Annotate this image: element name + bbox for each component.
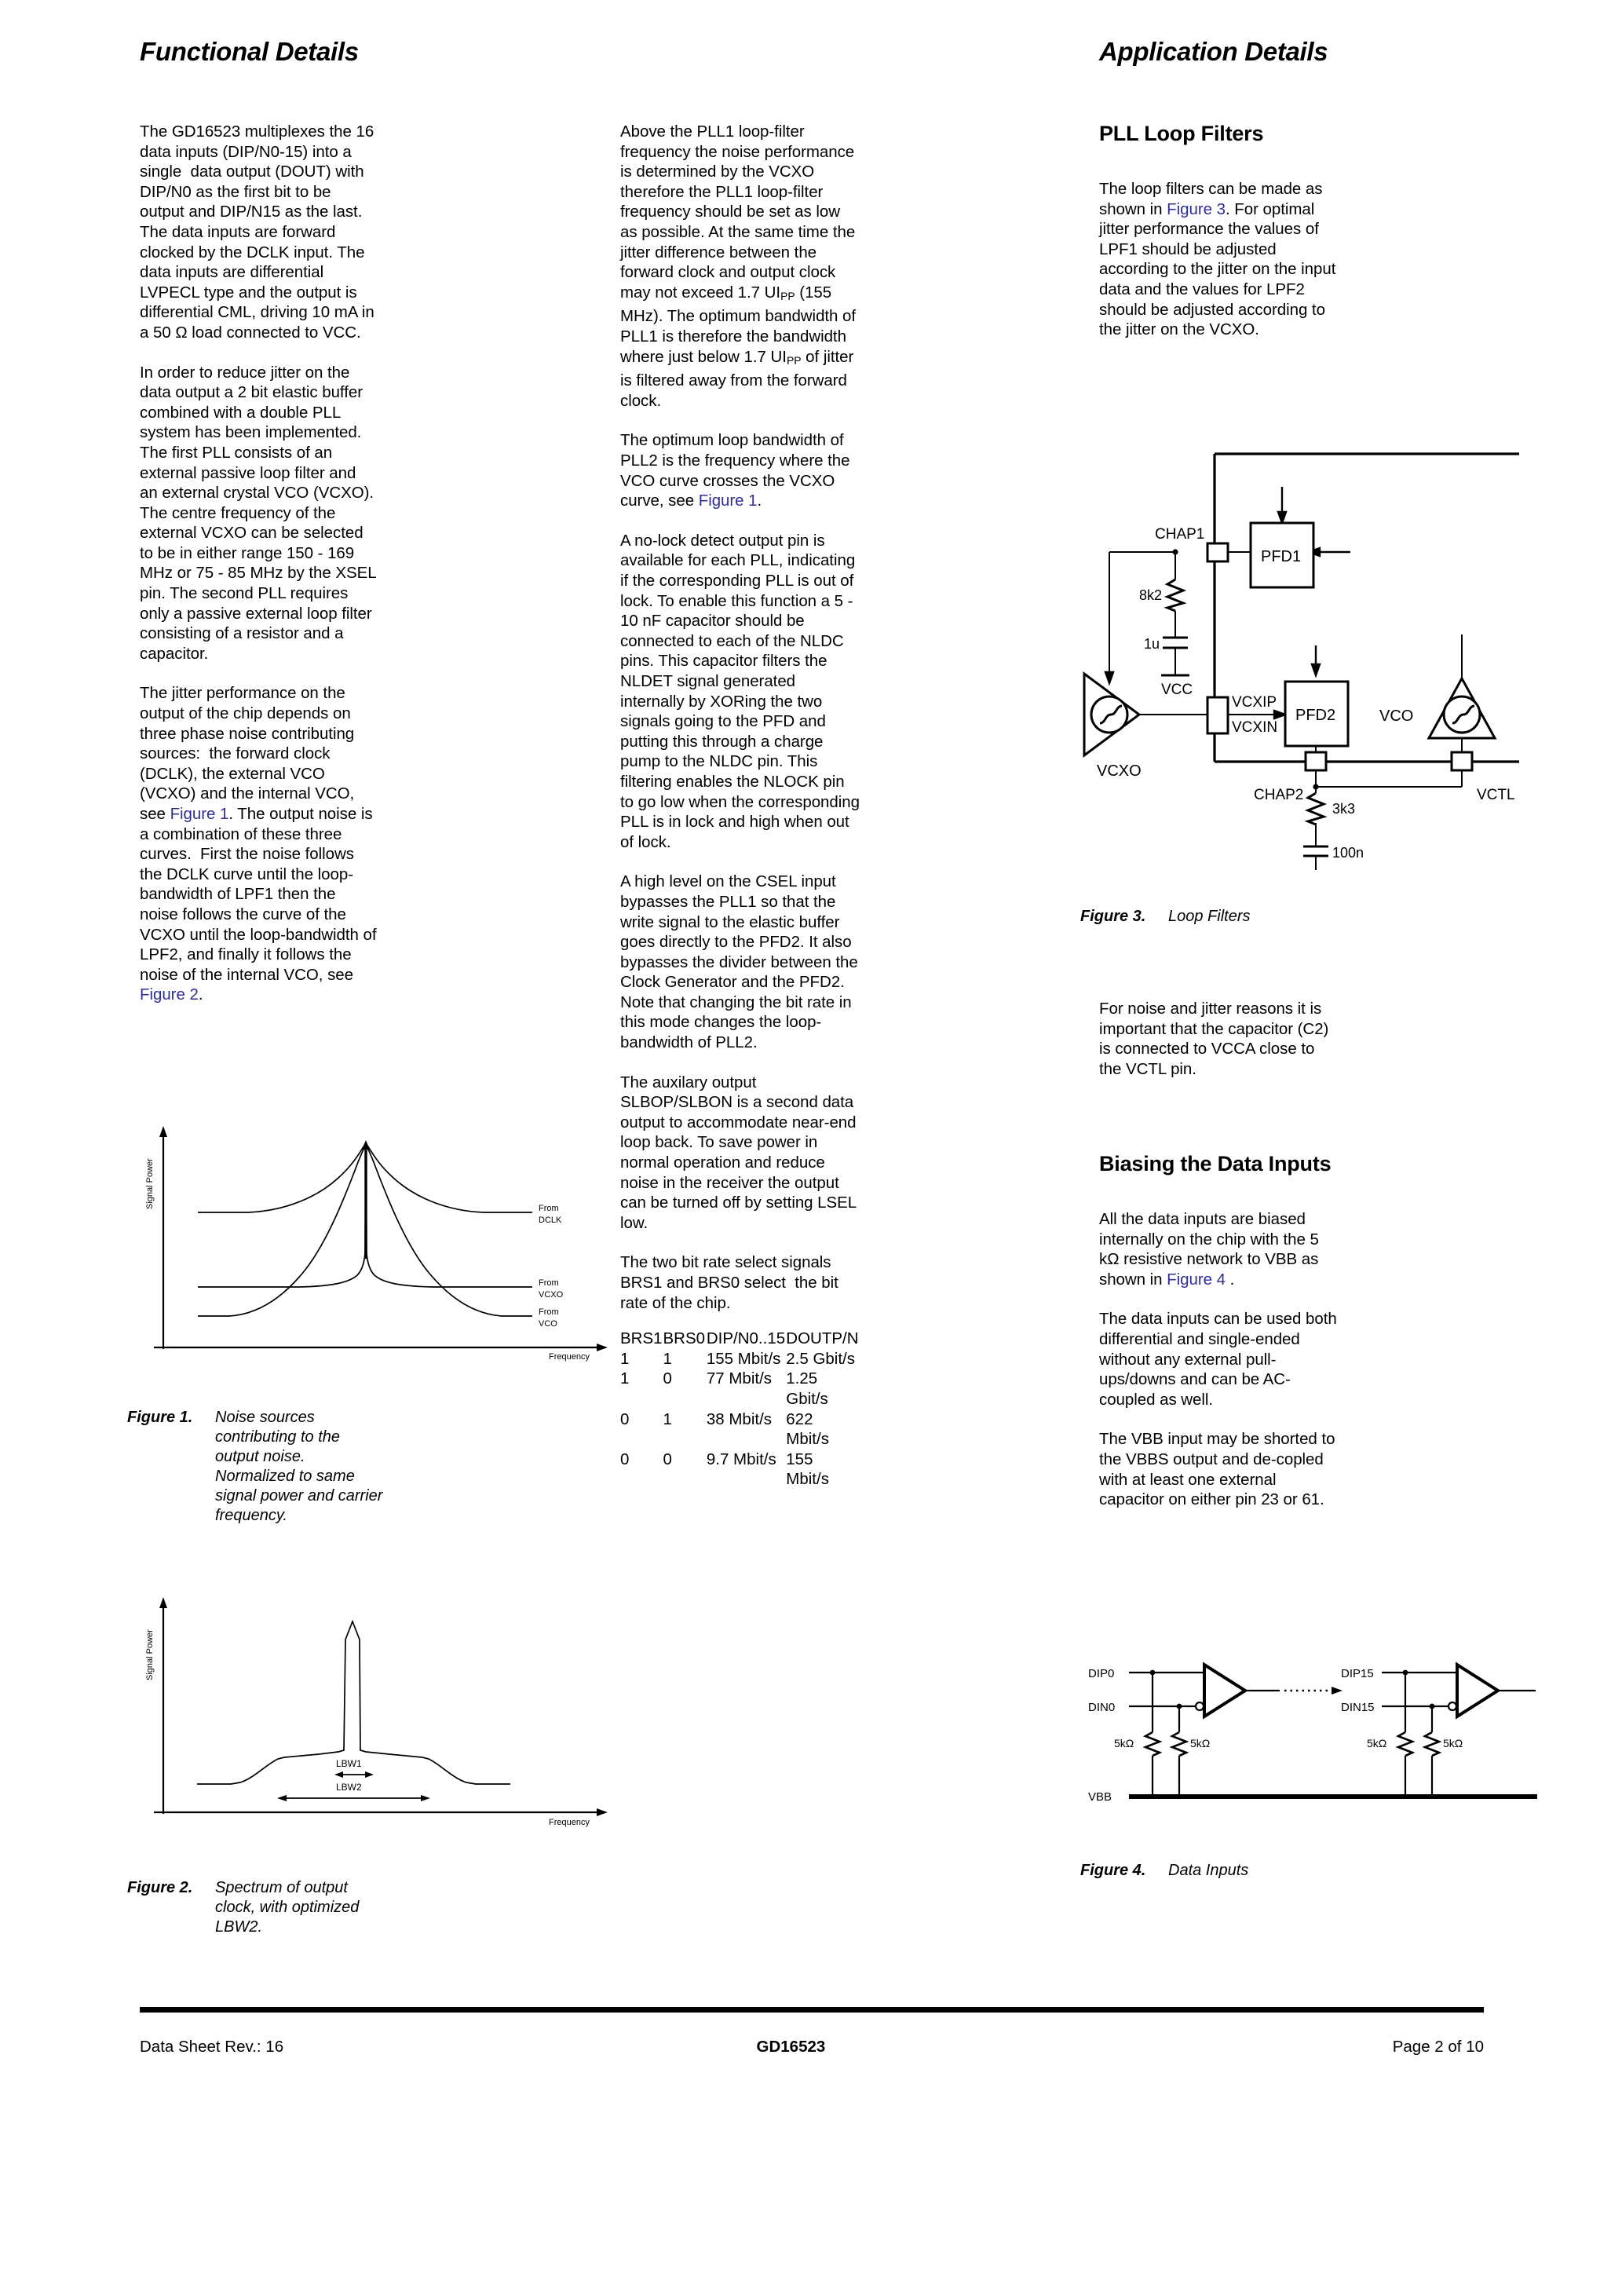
cell-dipn: 77 Mbit/s (706, 1369, 773, 1388)
figure-3-pin-vctl (1452, 752, 1472, 770)
figure-4-caption (1080, 1861, 1339, 1881)
figure-4-label-din15: DIN15 (1341, 1701, 1375, 1714)
figure-3-label-vcc: VCC (1161, 682, 1193, 698)
figure-2-xlabel: Frequency (549, 1818, 590, 1827)
cell-brs1: 1 (620, 1369, 630, 1388)
figure-3-label-pfd2: PFD2 (1295, 707, 1336, 724)
paragraph-jitter-reduction: In order to reduce jitter on the data output a 2 bit elastic buffer combined with a double PLL system has been implemented. The first PLL consists of an external passive loop filter and an external crystal VCO (VCXO). The centre frequency of the external VCXO can be selected to be in either range 150 - 169 MHz or 75 - 85 MHz by the XSEL pin. The second PLL requires only a passive external loop filter consisting of a resistor and a capacitor. (140, 363, 376, 663)
link-figure-1[interactable]: Figure 1 (170, 805, 229, 823)
figure-2-svg (130, 1592, 625, 1828)
figure-1-caption-text: Noise sources contributing to the output noise. Normalized to same signal power and carrier frequency. (215, 1409, 383, 1524)
cell-doutpn: 1.25 Gbit/s (786, 1369, 828, 1408)
footer-revision: Data Sheet Rev.: 16 (140, 2038, 284, 2056)
section-title-pll-loop-filters: PLL Loop Filters (1099, 122, 1264, 145)
figure-1-xlabel: Frequency (549, 1352, 590, 1362)
figure-1-svg (130, 1121, 625, 1373)
footer-page-number: Page 2 of 10 (1392, 2038, 1484, 2056)
paragraph-auxilary-output: The auxilary output SLBOP/SLBON is a second data output to accommodate near-end loop back. To save power in normal operation and reduce noise in the receiver the output can be turned off by setting LSEL low. (620, 1073, 857, 1232)
footer-divider (140, 2007, 1484, 2013)
figure-1-label-dclk-line1: From (539, 1204, 559, 1213)
figure-3-caption (1080, 907, 1339, 927)
figure-3-label-vcxo: VCXO (1097, 762, 1142, 780)
section-title-biasing-data-inputs: Biasing the Data Inputs (1099, 1152, 1332, 1175)
figure-4-inverting-bubble-right (1448, 1702, 1456, 1710)
figure-3-capacitor-1u (1163, 638, 1188, 648)
figure-4-label-dip15: DIP15 (1341, 1667, 1374, 1680)
figure-4-label-r3: 5kΩ (1367, 1737, 1387, 1749)
figure-1-label-vco-line2: VCO (539, 1319, 557, 1329)
figure-3-label-1u: 1u (1144, 636, 1160, 652)
paragraph-intro: The GD16523 multiplexes the 16 data inputs (DIP/N0-15) into a single data output (DOUT) with DIP/N0 as the first bit to be output and DIP/N15 as the last. The data inputs are forward clocked by the DCLK input. The data inputs are differential LVPECL type and the output is differential CML, driving 10 mA in a 50 Ω load connected to VCC. (140, 122, 374, 342)
figure-4-label-r4: 5kΩ (1443, 1737, 1463, 1749)
figure-3-caption-text: Loop Filters (1168, 908, 1251, 925)
column-header-brs0: BRS0 (663, 1329, 706, 1348)
table-row (620, 1450, 860, 1490)
cell-brs1: 0 (620, 1450, 630, 1468)
figure-4-graphic (1083, 1663, 1586, 1804)
cell-brs1: 1 (620, 1349, 630, 1368)
figure-4-svg (1083, 1663, 1586, 1804)
figure-3-resistor-3k3 (1308, 793, 1324, 824)
cell-brs1: 0 (620, 1409, 630, 1428)
figure-3-label-100n: 100n (1332, 845, 1364, 861)
figure-1-caption (127, 1408, 386, 1526)
figure-4-resistor-left-1 (1145, 1732, 1160, 1756)
table-row (620, 1349, 860, 1369)
figure-4-resistor-right-2 (1425, 1732, 1439, 1756)
figure-2-number: Figure 2. (127, 1879, 193, 1896)
paragraph-pll2-bandwidth: The optimum loop bandwidth of PLL2 is the frequency where the VCO curve crosses the VCXO curve, see Figure 1. (620, 431, 850, 510)
figure-4-caption-text: Data Inputs (1168, 1862, 1249, 1879)
link-figure-4[interactable]: Figure 4 (1167, 1270, 1226, 1289)
figure-4-label-din0: DIN0 (1088, 1701, 1116, 1714)
figure-3-number: Figure 3. (1080, 908, 1146, 925)
figure-3-label-vcxip: VCXIP (1232, 694, 1277, 711)
figure-4-resistor-right-1 (1398, 1732, 1412, 1756)
paragraph-differential-single-ended: The data inputs can be used both differential and single-ended without any external pull-ups/downs and can be AC-coupled as well. (1099, 1310, 1337, 1409)
page-footer (140, 2038, 1484, 2057)
figure-1-number: Figure 1. (127, 1409, 193, 1426)
figure-1-label-vcxo-line1: From (539, 1278, 559, 1288)
figure-2-graphic (130, 1592, 625, 1828)
figure-3-label-8k2: 8k2 (1139, 587, 1163, 603)
figure-4-label-r1: 5kΩ (1114, 1737, 1134, 1749)
cell-brs0: 1 (663, 1409, 672, 1428)
figure-3-label-vco: VCO (1379, 707, 1414, 725)
paragraph-nolock-detect: A no-lock detect output pin is available for each PLL, indicating if the corresponding PLL is out of lock. To enable this function a 5 - 10 nF capacitor should be connected to each of the NLDC pins. This capacitor filters the NLDET signal generated internally by XORing the two signals going to the PFD and putting this through a charge pump to the NLDC pin. This filtering enables the NLOCK pin to go low when the corresponding PLL is in lock and high when out of lock. (620, 531, 860, 851)
paragraph-pll1-loopfilter: Above the PLL1 loop-filter frequency the noise performance is determined by the VCXO therefore the PLL1 loop-filter frequency should be set as low as possible. At the same time the jitter difference between the forward clock and output clock may not exceed 1.7 $UI_{PP}$ (155 MHz). The optimum bandwidth of PLL1 is therefore the bandwidth where just below 1.7 $UI_{PP}$ of jitter is filtered away from the forward clock. (620, 122, 857, 410)
paragraph-csel-bypass: A high level on the CSEL input bypasses the PLL1 so that the write signal to the elastic buffer goes directly to the PFD2. It also bypasses the divider between the Clock Generator and the PFD2. Note that changing the bit rate in this mode changes the loop-bandwidth of PLL2. (620, 872, 858, 1052)
cell-doutpn: 155 Mbit/s (786, 1450, 829, 1489)
figure-3-resistor-8k2 (1167, 579, 1183, 611)
figure-3-label-chap1: CHAP1 (1155, 526, 1205, 543)
figure-1-label-dclk-line2: DCLK (539, 1216, 562, 1225)
link-figure-3[interactable]: Figure 3 (1167, 199, 1226, 218)
figure-1-ylabel: Signal Power (145, 1158, 155, 1209)
figure-2-caption-text: Spectrum of output clock, with optimized LBW2. (215, 1879, 360, 1936)
figure-1-label-vcxo-line2: VCXO (539, 1290, 564, 1300)
figure-4-label-vbb: VBB (1088, 1790, 1112, 1804)
figure-3-label-vctl: VCTL (1477, 787, 1515, 803)
figure-3-vcxo-symbol (1084, 674, 1139, 755)
paragraph-loop-filters: The loop filters can be made as shown in Figure 3. For optimal jitter performance the values of LPF1 should be adjusted according to the jitter on the input data and the values for LPF2 should be adjusted according to the jitter on the VCXO. (1099, 180, 1336, 339)
figure-3-capacitor-100n (1303, 846, 1328, 856)
figure-4-number: Figure 4. (1080, 1862, 1146, 1879)
figure-2-annotation-lbw1: LBW1 (336, 1758, 362, 1769)
cell-brs0: 1 (663, 1349, 672, 1368)
figure-3-label-pfd1: PFD1 (1261, 548, 1302, 565)
figure-4-resistor-left-2 (1172, 1732, 1186, 1756)
figure-3-vco-symbol (1429, 678, 1495, 738)
figure-3-svg (1080, 424, 1574, 872)
link-figure-2[interactable]: Figure 2 (140, 985, 199, 1004)
figure-3-label-vcxin: VCXIN (1232, 719, 1278, 736)
cell-brs0: 0 (663, 1369, 672, 1388)
paragraph-internal-bias: All the data inputs are biased internally on the chip with the 5 kΩ resistive network to VBB as shown in Figure 4 . (1099, 1210, 1319, 1289)
paragraph-jitter-performance: The jitter performance on the output of the chip depends on three phase noise contributing sources: the forward clock (DCLK), the external VCO (VCXO) and the internal VCO, see Figure 1. The output noise is a combination of these three curves. First the noise follows the DCLK curve until the loop-bandwidth of LPF1 then the noise follows the curve of the VCXO until the loop-bandwidth of LPF2, and finally it follows the noise of the internal VCO, see Figure 2. (140, 684, 377, 1004)
table-header-row (620, 1329, 860, 1349)
figure-3-label-3k3: 3k3 (1332, 801, 1356, 817)
figure-3-graphic (1080, 424, 1574, 872)
table-row (620, 1409, 860, 1450)
table-row (620, 1369, 860, 1409)
bit-rate-select-table (620, 1329, 860, 1490)
paragraph-bitrate-select: The two bit rate select signals BRS1 and BRS0 select the bit rate of the chip. (620, 1253, 838, 1312)
cell-doutpn: 622 Mbit/s (786, 1409, 829, 1449)
figure-3-pin-chap2 (1306, 752, 1326, 770)
column-header-brs1: BRS1 (620, 1329, 663, 1348)
figure-4-label-r2: 5kΩ (1190, 1737, 1211, 1749)
figure-2-caption (127, 1878, 386, 1937)
figure-4-inverting-bubble-left (1196, 1702, 1204, 1710)
figure-1-graphic (130, 1121, 625, 1373)
page-title-functional-details: Functional Details (140, 37, 359, 66)
column-header-dipn: DIP/N0..15 (706, 1329, 786, 1348)
figure-3-pin-vcxi (1207, 697, 1228, 733)
cell-dipn: 38 Mbit/s (706, 1409, 773, 1428)
page-title-application-details: Application Details (1099, 37, 1328, 66)
figure-3-pin-chap1 (1207, 543, 1228, 561)
cell-doutpn: 2.5 Gbit/s (786, 1349, 856, 1368)
cell-dipn: 155 Mbit/s (706, 1349, 781, 1368)
cell-dipn: 9.7 Mbit/s (706, 1450, 776, 1468)
column-header-doutpn: DOUTP/N (786, 1329, 859, 1348)
paragraph-capacitor-c2: For noise and jitter reasons it is important that the capacitor (C2) is connected to VCCA close to the VCTL pin. (1099, 1000, 1329, 1078)
figure-1-label-vco-line1: From (539, 1307, 559, 1317)
link-figure-1-col2[interactable]: Figure 1 (698, 492, 758, 510)
cell-brs0: 0 (663, 1450, 672, 1468)
figure-4-label-dip0: DIP0 (1088, 1667, 1115, 1680)
figure-2-ylabel: Signal Power (145, 1629, 155, 1680)
paragraph-vbb-shorted: The VBB input may be shorted to the VBBS output and de-copled with at least one external capacitor on either pin 23 or 61. (1099, 1430, 1335, 1509)
figure-2-annotation-lbw2: LBW2 (336, 1782, 362, 1793)
figure-3-label-chap2: CHAP2 (1254, 787, 1304, 803)
footer-part-number: GD16523 (756, 2038, 826, 2056)
